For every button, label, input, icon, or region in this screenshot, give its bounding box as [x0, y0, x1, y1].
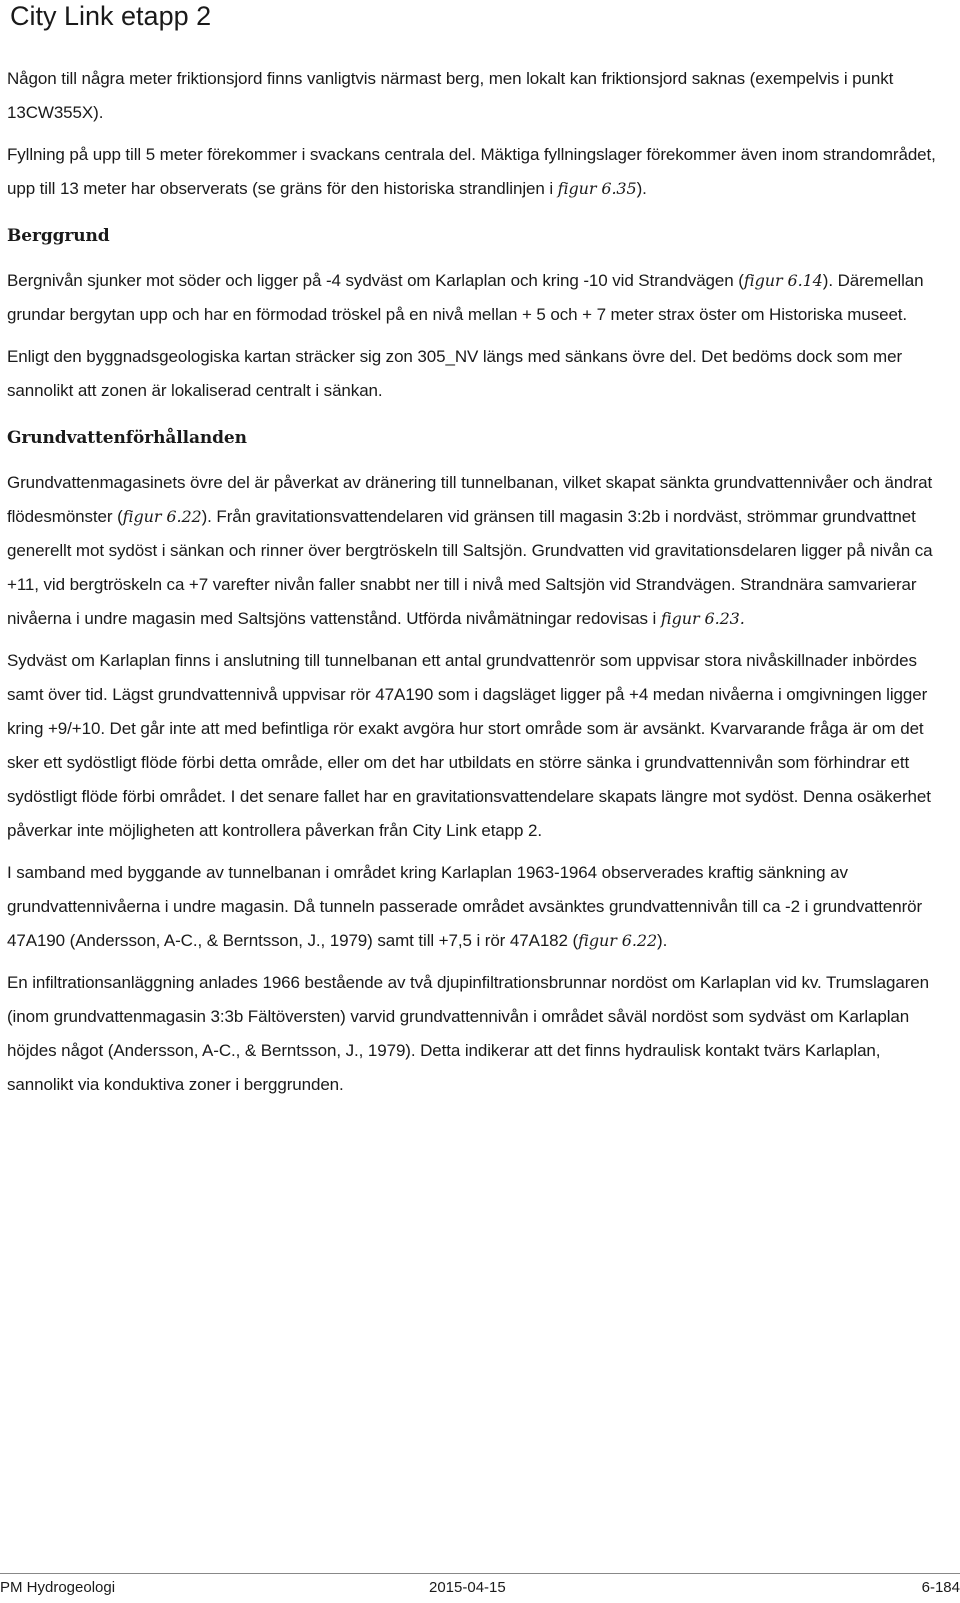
paragraph-text: Fyllning på upp till 5 meter förekommer i svackans centrala del. Mäktiga fyllningslager förekommer även inom strandområdet, upp till 13 meter har observerats (se gräns för den historiska strandlinjen i — [7, 145, 936, 198]
paragraph-tunnelbana — [7, 856, 942, 958]
paragraph-text: ). Däremellan grundar bergytan upp och har en förmodad tröskel på en nivå mellan + 5 och + 7 meter strax öster om Historiska museet. — [7, 271, 924, 324]
figure-reference: figur 6.23. — [660, 609, 745, 628]
paragraph-text: ). — [636, 179, 647, 198]
paragraph-zon: Enligt den byggnadsgeologiska kartan sträcker sig zon 305_NV längs med sänkans övre del. Det bedöms dock som mer sannolikt att zonen är lokaliserad centralt i sänkan. — [7, 347, 903, 400]
paragraph-bergniva — [7, 264, 942, 332]
figure-reference: figur 6.22 — [122, 507, 202, 526]
paragraph-text: Grundvattenmagasinets övre del är påverkat av dränering till tunnelbanan, vilket skapat sänkta grundvattennivåer och ändrat flödesmönster ( — [7, 473, 933, 526]
paragraph-fyllning — [7, 138, 942, 206]
page-footer — [0, 1577, 960, 1599]
footer-page-number: 6-184 — [921, 1579, 960, 1596]
paragraph-text: ). Från gravitationsvattendelaren vid gränsen till magasin 3:2b i nordväst, strömmar grundvattnet generellt mot sydöst i sänkan och rinner över bergtröskeln till Saltsjön. Grundvatten vid gravitationsdelaren ligger på nivån ca +11, vid bergtröskeln ca +7 varefter nivån faller snabbt ner till i nivå med Saltsjön vid Strandvägen. Strandnära samvarierar nivåerna i undre magasin med Saltsjöns vattenstånd. Utförda nivåmätningar redovisas i — [7, 507, 933, 628]
paragraph-infiltration: En infiltrationsanläggning anlades 1966 bestående av två djupinfiltrationsbrunnar nordöst om Karlaplan vid kv. Trumslagaren (inom grundvattenmagasin 3:3b Fältöversten) varvid grundvattennivån i området såväl nordöst som sydväst om Karlaplan höjdes något (Andersson, A-C., & Berntsson, J., 1979). Detta indikerar att det finns hydraulisk kontakt tvärs Karlaplan, sannolikt via konduktiva zoner i berggrunden. — [7, 973, 930, 1094]
heading-grundvatten: Grundvattenförhållanden — [7, 428, 247, 448]
paragraph-karlaplan-ror: Sydväst om Karlaplan finns i anslutning till tunnelbanan ett antal grundvattenrör som uppvisar stora nivåskillnader inbördes samt över tid. Lägst grundvattennivå uppvisar rör 47A190 som i dagsläget ligger på +4 medan nivåerna i omgivningen ligger kring +9/+10. Det går inte att med befintliga rör exakt avgöra hur stort område som är avsänkt. Kvarvarande fråga är om det sker ett sydöstligt flöde förbi detta område, eller om det har utbildats en större sänka i grundvattennivån som förhindrar ett sydöstligt flöde förbi området. I det senare fallet har en gravitationsvattendelare skapats längre mot sydöst. Denna osäkerhet påverkar inte möjligheten att kontrollera påverkan från City Link etapp 2. — [7, 651, 931, 840]
footer-document-name: PM Hydrogeologi — [0, 1579, 116, 1596]
document-body — [7, 62, 942, 1110]
page-title: City Link etapp 2 — [10, 1, 212, 31]
paragraph-grundvattenmagasin — [7, 466, 942, 636]
paragraph-text: ). — [657, 931, 668, 950]
footer-divider — [0, 1573, 960, 1574]
figure-reference: figur 6.14 — [743, 271, 823, 290]
paragraph-text: Bergnivån sjunker mot söder och ligger på -4 sydväst om Karlaplan och kring -10 vid Strandvägen ( — [7, 271, 744, 290]
figure-reference: figur 6.35 — [557, 179, 637, 198]
heading-berggrund: Berggrund — [7, 226, 110, 246]
paragraph-friktionsjord: Någon till några meter friktionsjord finns vanligtvis närmast berg, men lokalt kan friktionsjord saknas (exempelvis i punkt 13CW355X). — [7, 69, 894, 122]
paragraph-text: I samband med byggande av tunnelbanan i området kring Karlaplan 1963-1964 observerades kraftig sänkning av grundvattennivåerna i undre magasin. Då tunneln passerade området avsänktes grundvattennivån till ca -2 i grundvattenrör 47A190 (Andersson, A-C., & Berntsson, J., 1979) samt till +7,5 i rör 47A182 ( — [7, 863, 923, 950]
figure-reference: figur 6.22 — [578, 931, 658, 950]
footer-date: 2015-04-15 — [429, 1579, 506, 1596]
